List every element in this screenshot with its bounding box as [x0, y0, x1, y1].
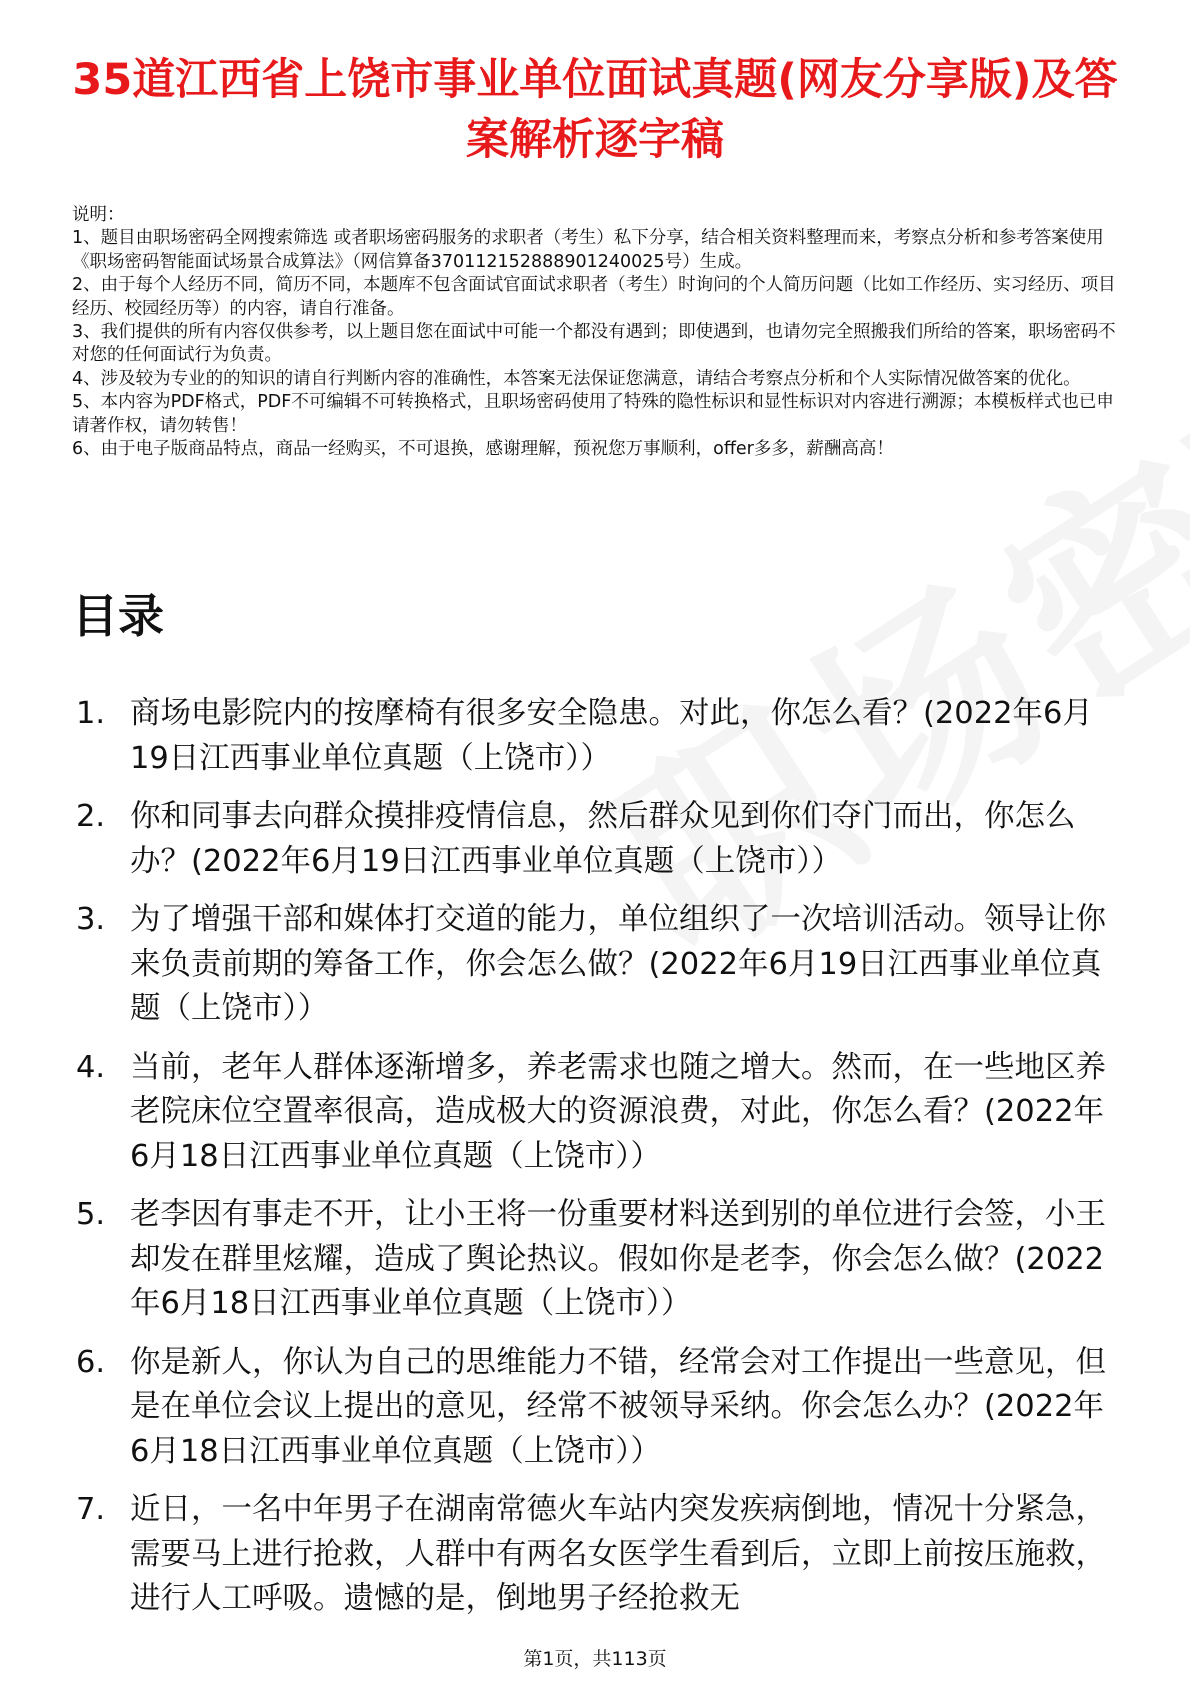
- note-item-2: 2、由于每个人经历不同，简历不同，本题库不包含面试官面试求职者（考生）时询问的个人简历问题（比如工作经历、实习经历、项目经历、校园经历等）的内容，请自行准备。: [72, 275, 1116, 319]
- notes-section: [72, 204, 1122, 461]
- toc-item-4[interactable]: [72, 1046, 1122, 1180]
- toc-item-1[interactable]: [72, 692, 1122, 781]
- toc-item-6[interactable]: [72, 1341, 1122, 1475]
- toc-item-text: 你和同事去向群众摸排疫情信息，然后群众见到你们夺门而出，你怎么办？(2022年6月19日江西事业单位真题（上饶市））: [130, 799, 1076, 879]
- toc-item-text: 近日，一名中年男子在湖南常德火车站内突发疾病倒地，情况十分紧急，需要马上进行抢救，人群中有两名女医学生看到后，立即上前按压施救，进行人工呼吸。遗憾的是，倒地男子经抢救无: [130, 1492, 1106, 1616]
- notes-heading: 说明：: [72, 205, 125, 225]
- toc-item-2[interactable]: [72, 795, 1122, 884]
- note-item-4: 4、涉及较为专业的的知识的请自行判断内容的准确性，本答案无法保证您满意，请结合考察点分析和个人实际情况做答案的优化。: [72, 368, 1081, 389]
- toc-item-text: 商场电影院内的按摩椅有很多安全隐患。对此，你怎么看？(2022年6月19日江西事业单位真题（上饶市））: [130, 696, 1093, 776]
- toc-item-number: 5.: [76, 1197, 106, 1232]
- toc-item-number: 2.: [76, 799, 106, 834]
- toc-item-3[interactable]: [72, 898, 1122, 1032]
- note-item-5: 5、本内容为PDF格式，PDF不可编辑不可转换格式，且职场密码使用了特殊的隐性标识和显性标识对内容进行溯源；本模板样式也已申请著作权，请勿转售！: [72, 392, 1114, 436]
- toc-item-text: 当前，老年人群体逐渐增多，养老需求也随之增大。然而，在一些地区养老院床位空置率很高，造成极大的资源浪费，对此，你怎么看？(2022年6月18日江西事业单位真题（上饶市））: [130, 1049, 1106, 1174]
- toc-item-7[interactable]: [72, 1488, 1122, 1622]
- toc-list: [72, 692, 1122, 1636]
- note-item-3: 3、我们提供的所有内容仅供参考，以上题目您在面试中可能一个都没有遇到；即使遇到，也请勿完全照搬我们所给的答案，职场密码不对您的任何面试行为负责。: [72, 322, 1116, 366]
- note-item-6: 6、由于电子版商品特点，商品一经购买，不可退换，感谢理解，预祝您万事顺利，offer多多，薪酬高高！: [72, 439, 894, 460]
- toc-item-5[interactable]: [72, 1193, 1122, 1327]
- toc-heading: 目录: [72, 589, 164, 643]
- note-item-1: 1、题目由职场密码全网搜索筛选 或者职场密码服务的求职者（考生）私下分享，结合相关资料整理而来，考察点分析和参考答案使用《职场密码智能面试场景合成算法》（网信算备370112152888901240025号）生成。: [72, 228, 1104, 272]
- document-title: 35道江西省上饶市事业单位面试真题(网友分享版)及答案解析逐字稿: [72, 55, 1118, 165]
- toc-item-number: 7.: [76, 1492, 106, 1527]
- toc-item-text: 为了增强干部和媒体打交道的能力，单位组织了一次培训活动。领导让你来负责前期的筹备工作，你会怎么做？(2022年6月19日江西事业单位真题（上饶市））: [130, 902, 1106, 1026]
- toc-item-text: 老李因有事走不开，让小王将一份重要材料送到别的单位进行会签，小王却发在群里炫耀，造成了舆论热议。假如你是老李，你会怎么做？(2022年6月18日江西事业单位真题（上饶市））: [130, 1197, 1106, 1321]
- toc-item-number: 3.: [76, 902, 106, 937]
- toc-item-number: 6.: [76, 1344, 106, 1380]
- toc-item-text: 你是新人，你认为自己的思维能力不错，经常会对工作提出一些意见，但是在单位会议上提出的意见，经常不被领导采纳。你会怎么办？(2022年6月18日江西事业单位真题（上饶市））: [130, 1344, 1106, 1469]
- toc-item-number: 1.: [76, 696, 106, 731]
- page-footer: 第1页，共113页: [523, 1648, 667, 1670]
- toc-item-number: 4.: [76, 1049, 106, 1085]
